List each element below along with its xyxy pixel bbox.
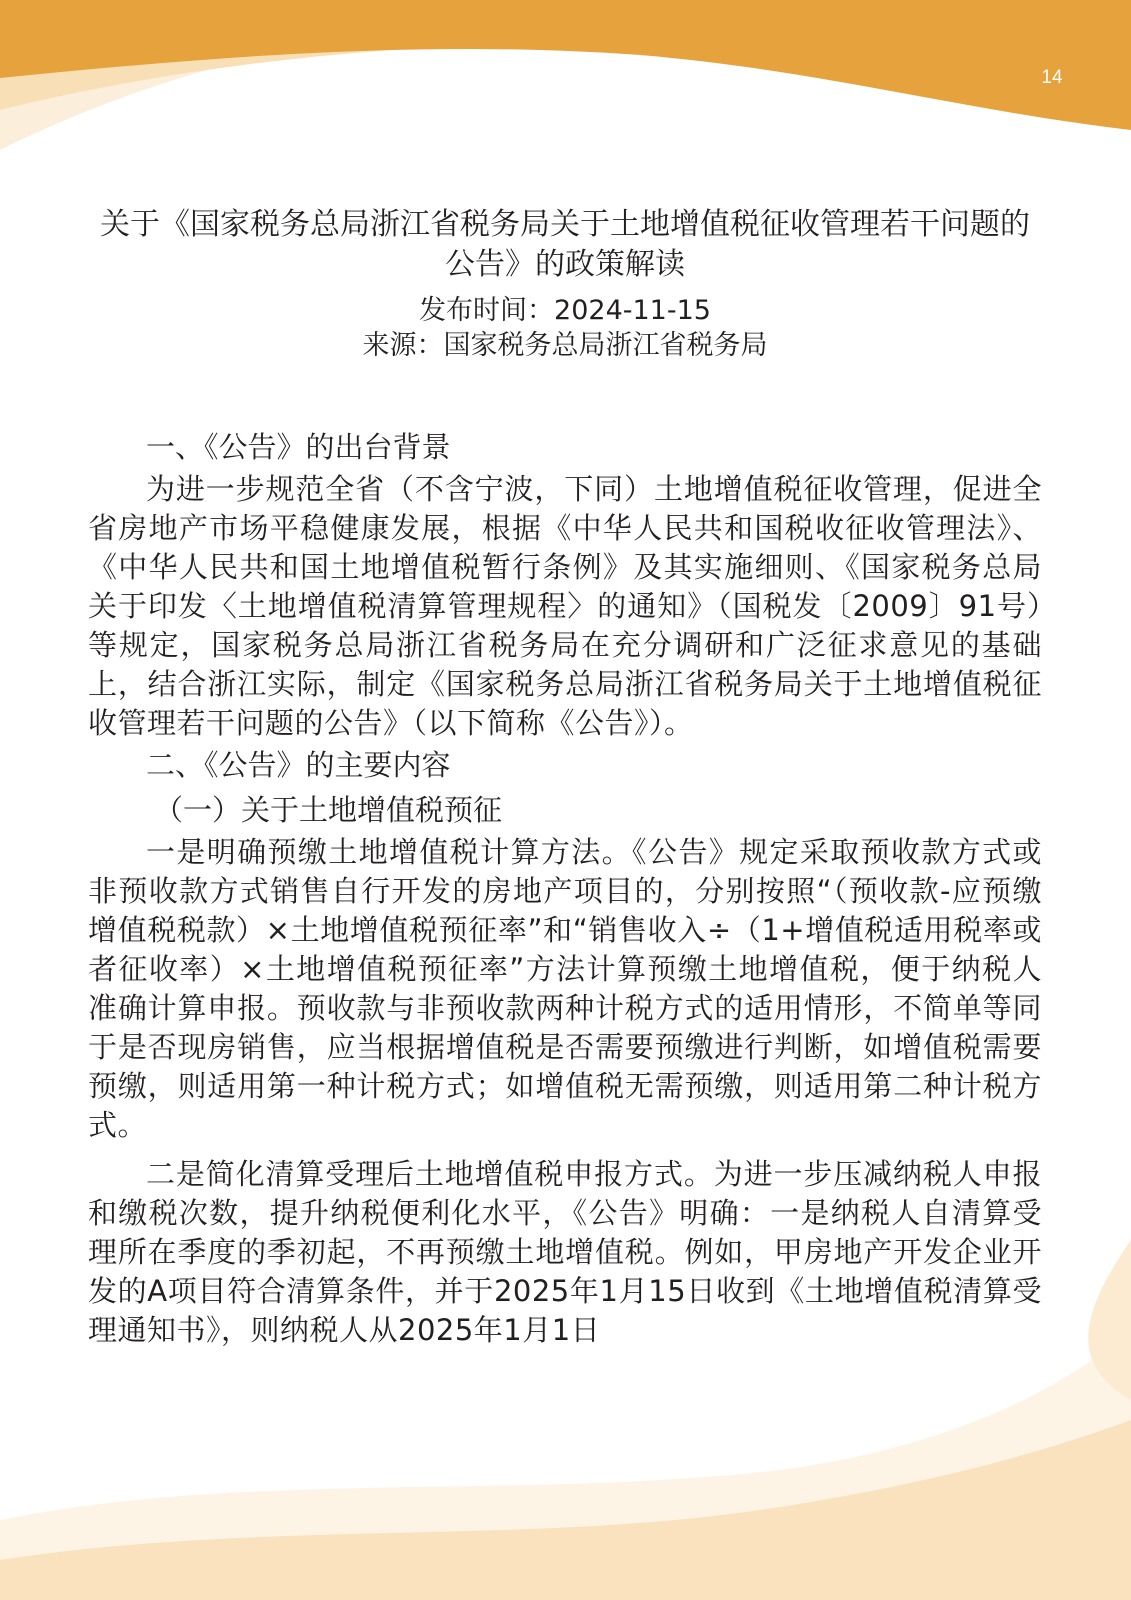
section-heading-main-content: 二、《公告》的主要内容	[146, 748, 451, 782]
publish-date: 发布时间：2024-11-15	[419, 295, 711, 326]
section-heading-background: 一、《公告》的出台背景	[146, 430, 451, 464]
subsection-heading-prepayment: （一）关于土地增值税预征	[154, 793, 503, 827]
source-line: 来源：国家税务总局浙江省税务局	[362, 330, 768, 361]
paragraph-background: 为进一步规范全省（不含宁波，下同）土地增值税征收管理，促进全省房地产市场平稳健康发展，根据《中华人民共和国税收征收管理法》、《中华人民共和国土地增值税暂行条例》及其实施细则、《国家税务总局关于印发〈土地增值税清算管理规程〉的通知》（国税发〔2009〕91号）等规定，国家税务总局浙江省税务局在充分调研和广泛征求意见的基础上，结合浙江实际，制定《国家税务总局浙江省税务局关于土地增值税征收管理若干问题的公告》（以下简称《公告》）。	[88, 472, 1042, 740]
document-title: 关于《国家税务总局浙江省税务局关于土地增值税征收管理若干问题的公告》的政策解读	[100, 207, 1030, 282]
paragraph-calculation-method: 一是明确预缴土地增值税计算方法。《公告》规定采取预收款方式或非预收款方式销售自行开发的房地产项目的，分别按照“（预收款-应预缴增值税税款）×土地增值税预征率”和“销售收入÷（1+增值税适用税率或者征收率）×土地增值税预征率”方法计算预缴土地增值税，便于纳税人准确计算申报。预收款与非预收款两种计税方式的适用情形，不简单等同于是否现房销售，应当根据增值税是否需要预缴进行判断，如增值税需要预缴，则适用第一种计税方式；如增值税无需预缴，则适用第二种计税方式。	[88, 835, 1042, 1142]
document-body	[88, 425, 1042, 1350]
document-content	[88, 205, 1042, 1350]
page-number: 14	[1041, 67, 1063, 88]
paragraph-simplified-filing: 二是简化清算受理后土地增值税申报方式。为进一步压减纳税人申报和缴税次数，提升纳税便利化水平，《公告》明确：一是纳税人自清算受理所在季度的季初起，不再预缴土地增值税。例如，甲房地产开发企业开发的A项目符合清算条件，并于2025年1月15日收到《土地增值税清算受理通知书》，则纳税人从2025年1月1日	[88, 1157, 1042, 1347]
